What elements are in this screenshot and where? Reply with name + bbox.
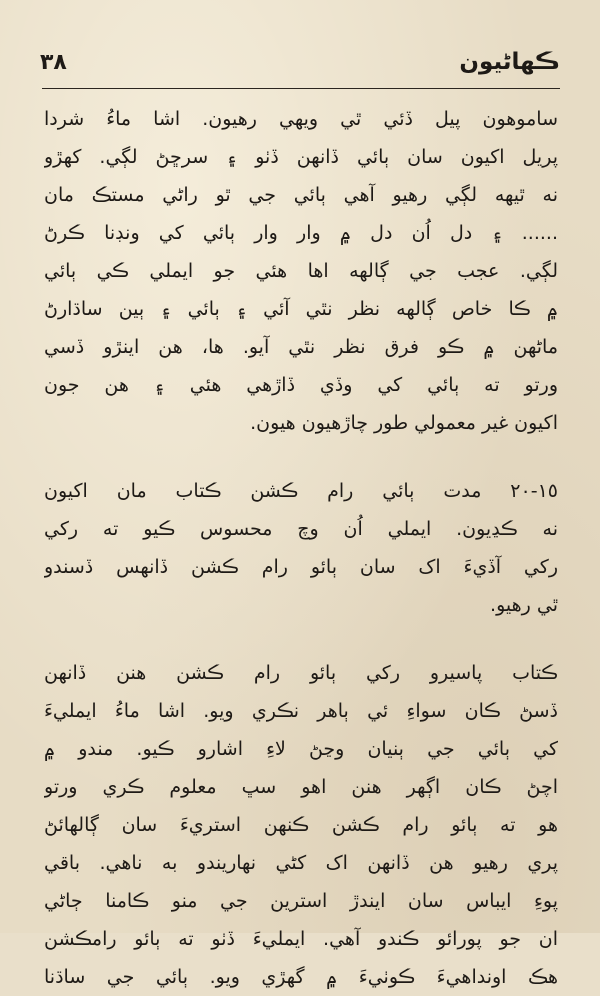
text-line: ڪتاب پاسيرو رکي ٻائو رام ڪشن هنن ڏانهن bbox=[44, 662, 558, 684]
text-line: لڳي. عجب جي ڳالهه اها هئي جو ايملي ڪي ٻائي bbox=[44, 260, 558, 282]
text-line: هڪ اونداهيءَ ڪوٺيءَ ۾ گهڙي ويو. ٻائي جي ساڌنا bbox=[44, 966, 558, 988]
text-line: پريل اکيون سان ٻائي ڏانهن ڏٺو ۽ سرڇڻ لڳي. کهڙو bbox=[44, 146, 558, 168]
text-line: ساموهون پيل ڏئي ٿي ويهي رهيون. اشا ماءُ شردا bbox=[44, 108, 558, 130]
text-line: نه ٿيهه لڳي رهيو آهي ٻائي جي ٿو راڻي مستڪ مان bbox=[44, 184, 558, 206]
text-line: ان جو پورائو ڪندو آهي. ايمليءَ ڏٺو ته ٻائو رامڪشن bbox=[44, 928, 558, 950]
running-header bbox=[40, 42, 560, 82]
body-text bbox=[44, 100, 558, 996]
text-line: اچڻ ڪان اڳهر هنن اهو سڀ معلوم ڪري ورتو bbox=[44, 776, 558, 798]
text-line: پري رهيو هن ڏانهن اک کڻي نهاريندو به ناهي. باقي bbox=[44, 852, 558, 874]
text-line: ...... ۽ دل اُن دل ۾ وار وار ٻائي کي ونڊنا ڪرڻ bbox=[44, 222, 558, 244]
paragraph-3 bbox=[44, 654, 558, 996]
paragraph-1 bbox=[44, 100, 558, 442]
text-line: ماڻهن ۾ ڪو فرق نظر نٿي آيو. ها، هن اينڙو ڏسي bbox=[44, 336, 558, 358]
text-line: رکي آڏيءَ اک سان ٻائو رام ڪشن ڏانهس ڏسندو bbox=[44, 556, 558, 578]
text-line: اکيون غير معمولي طور چاڙهيون هيون. bbox=[250, 412, 558, 434]
page-number: ٣٨ bbox=[40, 49, 67, 75]
text-line: نه ڪڍيون. ايملي اُن وچ محسوس ڪيو ته رکي bbox=[44, 518, 558, 540]
text-line: ۾ ڪا خاص ڳالهه نظر نٿي آئي ۽ ٻائي ۽ ٻين ساڌارڻ bbox=[44, 298, 558, 320]
text-line: ورتو ته ٻائي کي وڏي ڏاڙهي هئي ۽ هن جون bbox=[44, 374, 558, 396]
text-line: ٿي رهيو. bbox=[490, 594, 558, 616]
header-rule bbox=[42, 88, 560, 89]
text-line: هو ته ٻائو رام ڪشن ڪنهن استريءَ سان ڳالهائڻ bbox=[44, 814, 558, 836]
text-line: ڏسڻ ڪان سواءِ ئي ٻاهر نڪري ويو. اشا ماءُ ايمليءَ bbox=[44, 700, 558, 722]
paragraph-2 bbox=[44, 472, 558, 624]
text-line: پوءِ ايباس سان ايندڙ استرين جي منو ڪامنا ڄاڻي bbox=[44, 890, 558, 912]
text-line: ١٥-٢٠ مدت ٻائي رام ڪشن ڪتاب مان اکيون bbox=[44, 480, 558, 502]
text-line: کي ٻائي جي ٻنيان وڃڻ لاءِ اشارو ڪيو. مندو ۾ bbox=[44, 738, 558, 760]
running-title: ڪهاڻيون bbox=[459, 49, 560, 75]
